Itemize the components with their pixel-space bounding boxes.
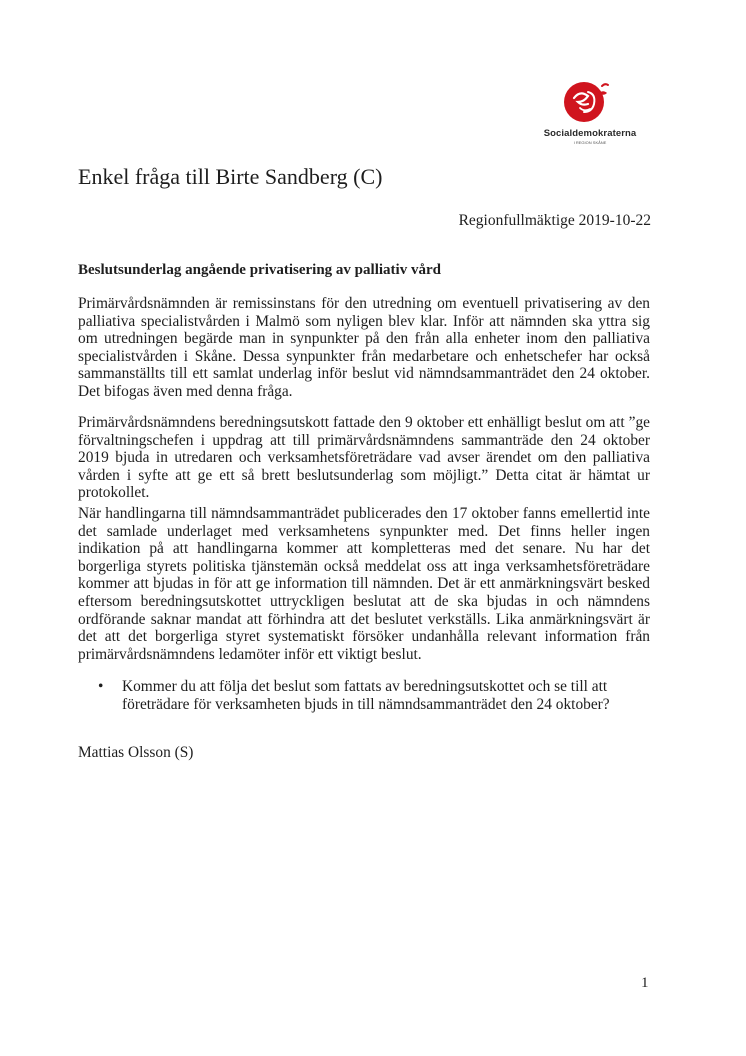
question-list xyxy=(78,678,650,713)
rose-logo-icon xyxy=(560,78,620,128)
party-logo xyxy=(530,78,650,148)
logo-name: Socialdemokraterna xyxy=(543,128,637,139)
paragraph-2: Primärvårdsnämndens beredningsutskott fattade den 9 oktober ett enhälligt beslut om att ”ge förvaltningschefen i uppdrag att till primärvårdsnämndens sammanträde den 24 oktober 2019 bjuda in utredaren och verksamhetsföreträdare vad avser ärendet om den palliativa vården i syfte att ge ett så brett beslutsunderlag som möjligt.” Detta citat är hämtat ur protokollet. xyxy=(78,414,650,502)
document-date: Regionfullmäktige 2019-10-22 xyxy=(458,212,651,229)
page-number: 1 xyxy=(641,975,649,991)
paragraph-3: När handlingarna till nämndsammanträdet publicerades den 17 oktober fanns emellertid inte det samlade underlaget med verksamhetens synpunkter med. Det finns heller ingen indikation på att handlingarna kommer att kompletteras med det senare. Nu har det borgerliga styrets politiska tjänstemän också meddelat oss att inga verksamhetsföreträdare kommer att bjudas in för att ge information till nämnden. Det är ett anmärkningsvärt besked eftersom beredningsutskottet uttryckligen beslutat att de ska bjudas in och nämndens ordförande saknar mandat att förhindra att det beslutet verkställs. Lika anmärkningsvärt är det att det borgerliga styret systematiskt försöker undanhålla relevant information från primärvårdsnämndens ledamöter inför ett viktigt beslut. xyxy=(78,505,650,663)
question-text: Kommer du att följa det beslut som fattats av beredningsutskottet och se till att företrädare för verksamheten bjuds in till nämndsammanträdet den 24 oktober? xyxy=(122,678,610,713)
section-heading: Beslutsunderlag angående privatisering av palliativ vård xyxy=(78,262,441,278)
document-title: Enkel fråga till Birte Sandberg (C) xyxy=(78,164,383,189)
bullet-icon: • xyxy=(98,678,104,695)
paragraph-1: Primärvårdsnämnden är remissinstans för den utredning om eventuell privatisering av den palliativa specialistvården i Malmö som nyligen blev klar. Inför att nämnden ska yttra sig om utredningen begärde man in synpunkter på den från alla enheter inom den palliativa specialistvården i Skåne. Dessa synpunkter från medarbetare och enhetschefer har också sammanställts till ett samlat underlag inför beslut vid nämndsammanträdet den 24 oktober. Det bifogas även med denna fråga. xyxy=(78,295,650,400)
list-item xyxy=(78,678,650,713)
signature: Mattias Olsson (S) xyxy=(78,744,194,761)
logo-subtitle: I REGION SKÅNE xyxy=(573,140,607,145)
